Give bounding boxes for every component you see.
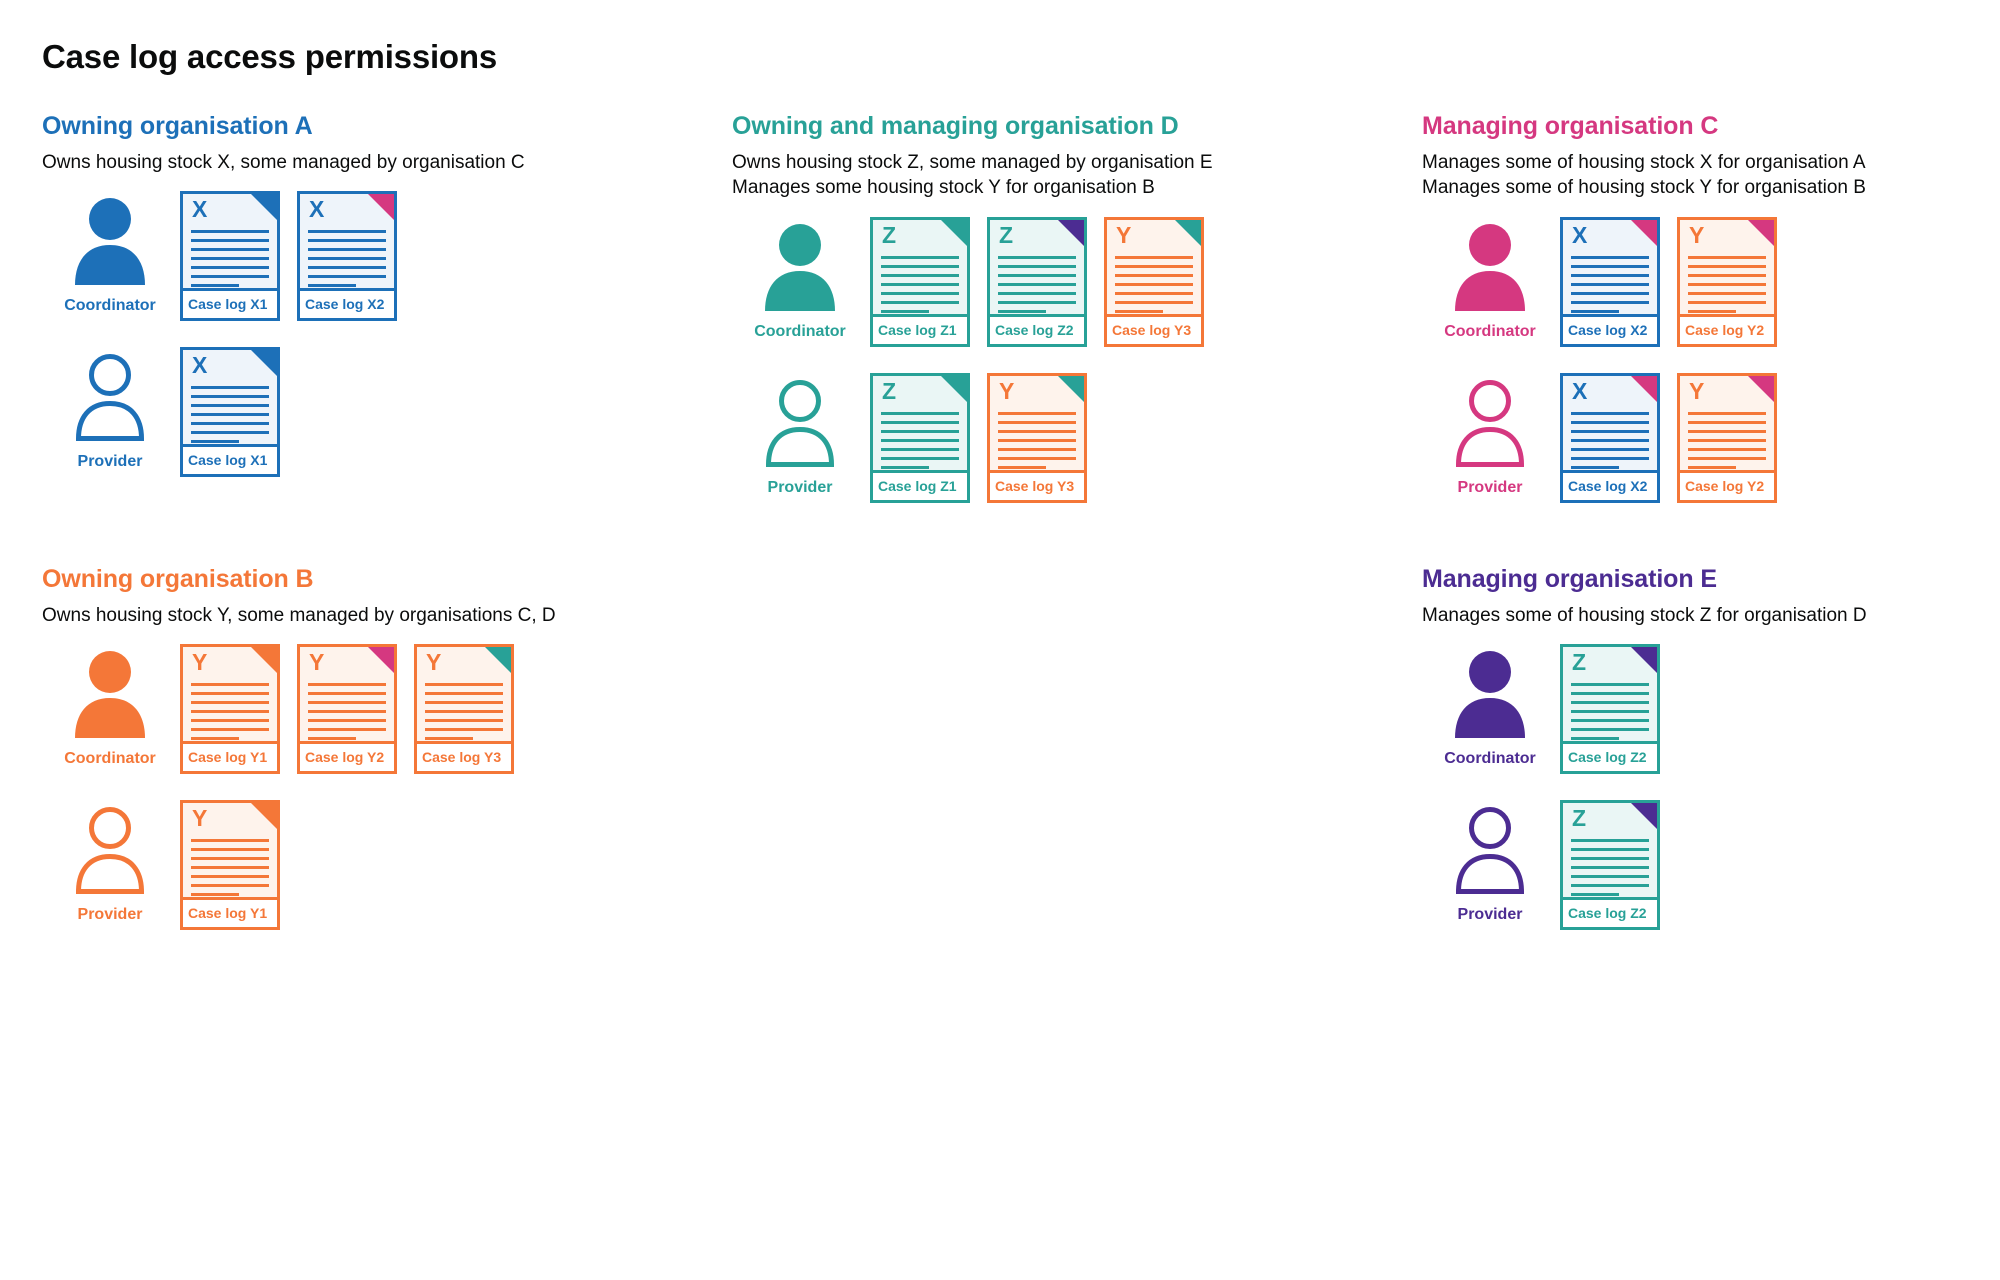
role-label: Coordinator	[64, 749, 156, 767]
org-panel-description-line: Owns housing stock Z, some managed by organisation E	[732, 152, 1213, 173]
org-panel-title: Owning organisation A	[42, 112, 313, 140]
document-caption: Case log X2	[1560, 473, 1660, 503]
document-stock-letter: Y	[192, 804, 208, 831]
document-lines	[308, 683, 386, 744]
role-provider	[40, 800, 180, 924]
case-log-document[interactable]	[1560, 373, 1660, 503]
case-log-document[interactable]	[870, 217, 970, 347]
document-stock-letter: X	[1572, 377, 1588, 404]
org-panel-description-line: Manages some housing stock Y for organisation B	[732, 177, 1155, 199]
org-panel-empty-middle	[730, 565, 1420, 956]
org-panel-description-line: Manages some of housing stock X for organisation A	[1422, 152, 1866, 173]
document-list	[1560, 800, 1660, 930]
person-outline-icon	[1449, 379, 1531, 469]
role-row-coordinator	[1420, 644, 2000, 774]
role-coordinator	[40, 644, 180, 768]
document-thumbnail[interactable]	[1677, 373, 1777, 473]
document-thumbnail[interactable]	[870, 373, 970, 473]
document-corner-fold-icon	[485, 647, 511, 673]
document-stock-letter: Z	[999, 221, 1014, 248]
case-log-document[interactable]	[297, 644, 397, 774]
role-row-provider	[1420, 800, 2000, 930]
case-log-document[interactable]	[180, 347, 280, 477]
document-stock-letter: Y	[426, 648, 442, 675]
document-thumbnail[interactable]	[870, 217, 970, 317]
document-stock-letter: Y	[1689, 221, 1705, 248]
org-panel-org-b	[40, 565, 730, 956]
document-lines	[1571, 412, 1649, 473]
document-list	[870, 217, 1204, 347]
role-label: Provider	[1457, 905, 1523, 923]
document-lines	[881, 256, 959, 317]
page-title: Case log access permissions	[42, 38, 498, 75]
case-log-document[interactable]	[1560, 800, 1660, 930]
document-corner-fold-icon	[1631, 376, 1657, 402]
document-list	[1560, 373, 1777, 503]
document-stock-letter: Y	[1689, 377, 1705, 404]
document-thumbnail[interactable]	[1560, 800, 1660, 900]
document-thumbnail[interactable]	[987, 217, 1087, 317]
document-stock-letter: X	[192, 196, 208, 223]
org-panel-description	[42, 150, 730, 175]
org-panel-title: Managing organisation E	[1422, 564, 1717, 593]
document-lines	[1571, 256, 1649, 317]
case-log-document[interactable]	[180, 191, 280, 321]
document-corner-fold-icon	[1175, 220, 1201, 246]
case-log-document[interactable]	[987, 217, 1087, 347]
case-log-document[interactable]	[1104, 217, 1204, 347]
person-outline-icon	[69, 353, 151, 443]
role-coordinator	[1420, 217, 1560, 341]
document-list	[1560, 644, 1660, 774]
document-lines	[998, 412, 1076, 473]
person-filled-icon	[1449, 650, 1531, 740]
role-label: Provider	[77, 453, 143, 471]
document-thumbnail[interactable]	[1560, 373, 1660, 473]
org-panel-description	[42, 603, 730, 628]
document-list	[1560, 217, 1777, 347]
org-panel-description	[732, 150, 1420, 201]
document-corner-fold-icon	[1631, 647, 1657, 673]
document-thumbnail[interactable]	[987, 373, 1087, 473]
role-label: Provider	[77, 905, 143, 923]
document-list	[870, 373, 1087, 503]
document-caption: Case log Z2	[987, 317, 1087, 347]
document-corner-fold-icon	[941, 220, 967, 246]
role-coordinator	[1420, 644, 1560, 768]
document-list	[180, 644, 514, 774]
document-caption: Case log Y3	[414, 744, 514, 774]
document-lines	[1571, 683, 1649, 744]
document-corner-fold-icon	[1631, 803, 1657, 829]
role-row-coordinator	[730, 217, 1420, 347]
case-log-document[interactable]	[414, 644, 514, 774]
document-thumbnail[interactable]	[180, 644, 280, 744]
document-corner-fold-icon	[1058, 220, 1084, 246]
role-label: Coordinator	[1444, 322, 1536, 340]
case-log-document[interactable]	[180, 800, 280, 930]
document-list	[180, 191, 397, 321]
document-corner-fold-icon	[368, 647, 394, 673]
role-row-provider	[730, 373, 1420, 503]
org-panel-description	[1422, 150, 2000, 201]
document-caption: Case log Y1	[180, 900, 280, 930]
role-row-provider	[1420, 373, 2000, 503]
document-caption: Case log Z2	[1560, 900, 1660, 930]
document-thumbnail[interactable]	[180, 347, 280, 447]
document-corner-fold-icon	[251, 350, 277, 376]
document-corner-fold-icon	[251, 194, 277, 220]
document-caption: Case log Y2	[1677, 473, 1777, 503]
role-row-coordinator	[40, 644, 730, 774]
case-log-document[interactable]	[987, 373, 1087, 503]
document-thumbnail[interactable]	[1677, 217, 1777, 317]
case-log-document[interactable]	[1677, 373, 1777, 503]
role-coordinator	[730, 217, 870, 341]
document-lines	[191, 839, 269, 900]
org-panel-title: Owning and managing organisation D	[732, 112, 1179, 140]
document-stock-letter: X	[192, 352, 208, 379]
document-caption: Case log Y1	[180, 744, 280, 774]
document-corner-fold-icon	[1748, 376, 1774, 402]
case-log-document[interactable]	[1560, 217, 1660, 347]
document-stock-letter: X	[1572, 221, 1588, 248]
document-stock-letter: Z	[1572, 804, 1587, 831]
document-corner-fold-icon	[941, 376, 967, 402]
document-caption: Case log Z1	[870, 317, 970, 347]
document-caption: Case log Z2	[1560, 744, 1660, 774]
document-caption: Case log X2	[297, 291, 397, 321]
role-label: Coordinator	[754, 322, 846, 340]
org-panel-title: Owning organisation B	[42, 564, 314, 593]
document-stock-letter: Y	[999, 377, 1015, 404]
document-thumbnail[interactable]	[180, 191, 280, 291]
case-log-document[interactable]	[1677, 217, 1777, 347]
org-panel-org-d	[730, 112, 1420, 529]
document-thumbnail[interactable]	[1104, 217, 1204, 317]
person-outline-icon	[69, 806, 151, 896]
person-filled-icon	[69, 650, 151, 740]
document-lines	[191, 386, 269, 447]
case-log-document[interactable]	[1560, 644, 1660, 774]
document-lines	[308, 230, 386, 291]
document-corner-fold-icon	[251, 647, 277, 673]
org-panel-description-line: Manages some of housing stock Y for organisation B	[1422, 177, 1866, 199]
role-label: Provider	[1457, 478, 1523, 496]
panel-grid-row-1	[40, 112, 1960, 529]
document-thumbnail[interactable]	[180, 800, 280, 900]
document-caption: Case log Y2	[297, 744, 397, 774]
role-provider	[730, 373, 870, 497]
role-coordinator	[40, 191, 180, 315]
role-label: Coordinator	[64, 297, 156, 315]
document-stock-letter: Y	[1116, 221, 1132, 248]
role-label: Coordinator	[1444, 749, 1536, 767]
document-thumbnail[interactable]	[297, 644, 397, 744]
role-row-provider	[40, 347, 730, 477]
document-stock-letter: Y	[192, 648, 208, 675]
person-filled-icon	[69, 197, 151, 287]
document-lines	[1571, 839, 1649, 900]
document-caption: Case log X2	[1560, 317, 1660, 347]
role-label: Provider	[767, 478, 833, 496]
document-stock-letter: Z	[882, 377, 897, 404]
person-outline-icon	[1449, 806, 1531, 896]
panel-grid-row-2	[40, 565, 1960, 956]
document-corner-fold-icon	[251, 803, 277, 829]
document-lines	[881, 412, 959, 473]
role-provider	[1420, 800, 1560, 924]
role-provider	[1420, 373, 1560, 497]
document-thumbnail[interactable]	[414, 644, 514, 744]
org-panel-description	[1422, 603, 2000, 628]
document-thumbnail[interactable]	[1560, 644, 1660, 744]
document-corner-fold-icon	[1058, 376, 1084, 402]
document-lines	[425, 683, 503, 744]
document-lines	[191, 683, 269, 744]
document-list	[180, 800, 280, 930]
role-provider	[40, 347, 180, 471]
org-panel-org-c	[1420, 112, 2000, 529]
document-thumbnail[interactable]	[297, 191, 397, 291]
document-caption: Case log X1	[180, 447, 280, 477]
document-lines	[1688, 256, 1766, 317]
org-panel-description-line: Owns housing stock Y, some managed by organisations C, D	[42, 604, 556, 626]
org-panel-org-a	[40, 112, 730, 529]
org-panel-org-e	[1420, 565, 2000, 956]
document-caption: Case log X1	[180, 291, 280, 321]
org-panel-description-line: Manages some of housing stock Z for organisation D	[1422, 604, 1867, 626]
person-outline-icon	[759, 379, 841, 469]
document-lines	[998, 256, 1076, 317]
person-filled-icon	[759, 223, 841, 313]
role-row-coordinator	[1420, 217, 2000, 347]
case-log-document[interactable]	[297, 191, 397, 321]
org-panel-title: Managing organisation C	[1422, 112, 1719, 140]
document-corner-fold-icon	[1748, 220, 1774, 246]
role-row-provider	[40, 800, 730, 930]
document-lines	[1115, 256, 1193, 317]
person-filled-icon	[1449, 223, 1531, 313]
document-list	[180, 347, 280, 477]
document-caption: Case log Y3	[1104, 317, 1204, 347]
case-log-document[interactable]	[870, 373, 970, 503]
document-lines	[191, 230, 269, 291]
document-lines	[1688, 412, 1766, 473]
document-stock-letter: X	[309, 196, 325, 223]
document-caption: Case log Y2	[1677, 317, 1777, 347]
document-corner-fold-icon	[368, 194, 394, 220]
document-caption: Case log Z1	[870, 473, 970, 503]
document-stock-letter: Z	[1572, 648, 1587, 675]
case-log-document[interactable]	[180, 644, 280, 774]
role-row-coordinator	[40, 191, 730, 321]
org-panel-description-line: Owns housing stock X, some managed by organisation C	[42, 152, 525, 173]
document-corner-fold-icon	[1631, 220, 1657, 246]
document-stock-letter: Y	[309, 648, 325, 675]
document-stock-letter: Z	[882, 221, 897, 248]
document-thumbnail[interactable]	[1560, 217, 1660, 317]
document-caption: Case log Y3	[987, 473, 1087, 503]
